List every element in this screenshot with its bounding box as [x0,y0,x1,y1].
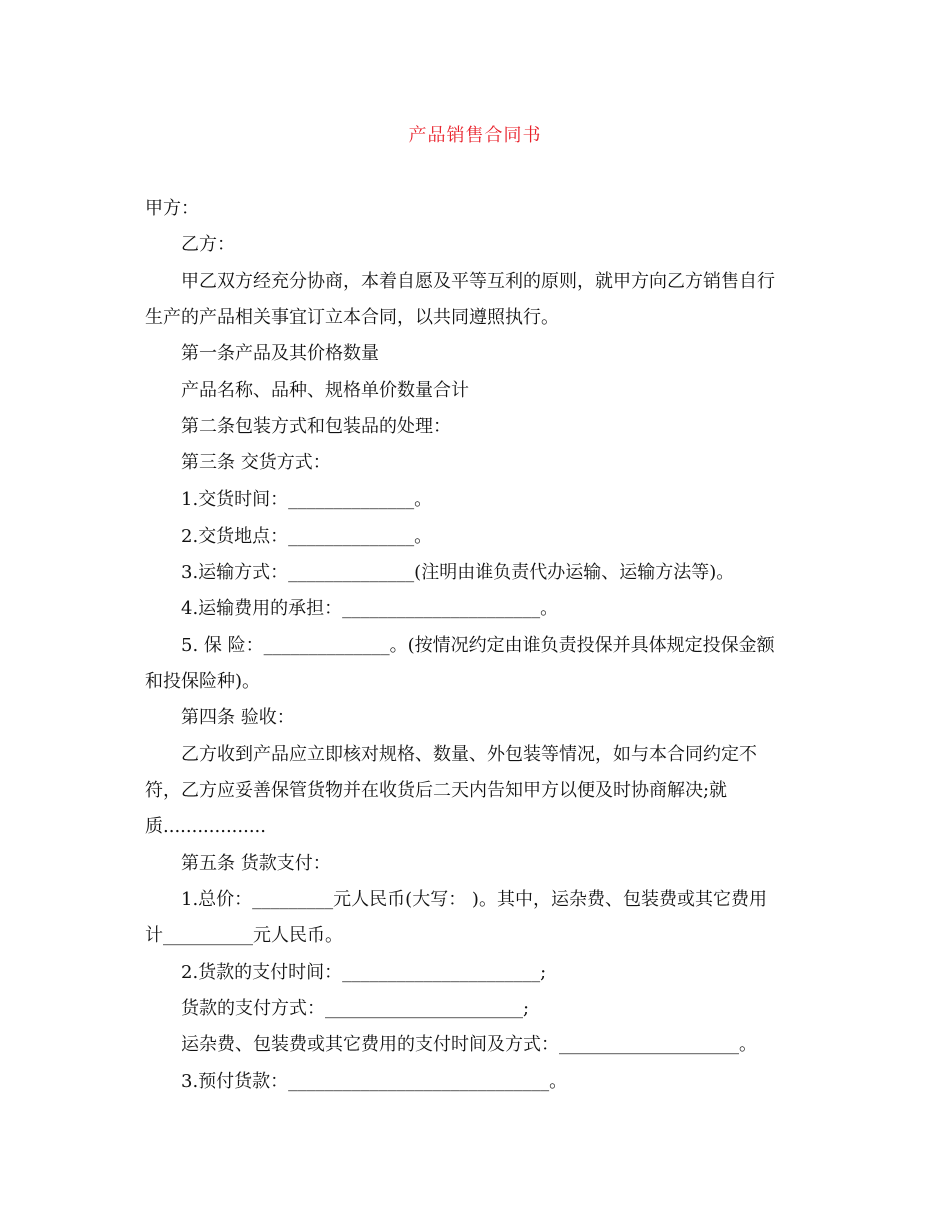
party-b-line: 乙方： [181,234,235,255]
article-3-heading: 第三条 交货方式： [181,452,331,473]
transport-method-line: 3.运输方式：______________(注明由谁负责代办运输、运输方法等)。 [181,562,735,583]
article-2-heading: 第二条包装方式和包装品的处理： [181,416,451,437]
insurance-line-1: 5. 保 险：______________。(按情况约定由谁负责投保并具体规定投保金额 [181,635,775,656]
delivery-place-line: 2.交货地点：______________。 [181,526,433,547]
preamble-line-2: 生产的产品相关事宜订立本合同，以共同遵照执行。 [145,307,559,328]
document-title: 产品销售合同书 [408,125,542,146]
transport-cost-line: 4.运输费用的承担：______________________。 [181,598,559,619]
article-5-heading: 第五条 货款支付： [181,853,331,874]
total-price-line-2: 计__________元人民币。 [145,925,343,946]
payment-time-line: 2.货款的支付时间：______________________; [181,962,547,983]
inspection-line-3: 质.................. [145,816,266,837]
inspection-line-1: 乙方收到产品应立即核对规格、数量、外包装等情况，如与本合同约定不 [181,744,757,765]
preamble-line-1: 甲乙双方经充分协商，本着自愿及平等互利的原则，就甲方向乙方销售自行 [181,271,775,292]
inspection-line-2: 符，乙方应妥善保管货物并在收货后二天内告知甲方以便及时协商解决;就 [145,780,728,801]
party-a-line: 甲方： [145,198,199,219]
delivery-time-line: 1.交货时间：______________。 [181,489,433,510]
prepayment-line: 3.预付货款：_____________________________。 [181,1071,568,1092]
insurance-line-2: 和投保险种)。 [145,671,261,692]
article-1-heading: 第一条产品及其价格数量 [181,343,379,364]
payment-method-line: 货款的支付方式：______________________; [181,998,530,1019]
article-4-heading: 第四条 验收： [181,707,295,728]
total-price-line-1: 1.总价：_________元人民币(大写： )。其中，运杂费、包装费或其它费用 [181,889,767,910]
other-fees-payment-line: 运杂费、包装费或其它费用的支付时间及方式：____________________。 [181,1034,757,1055]
product-columns-line: 产品名称、品种、规格单价数量合计 [181,380,469,401]
